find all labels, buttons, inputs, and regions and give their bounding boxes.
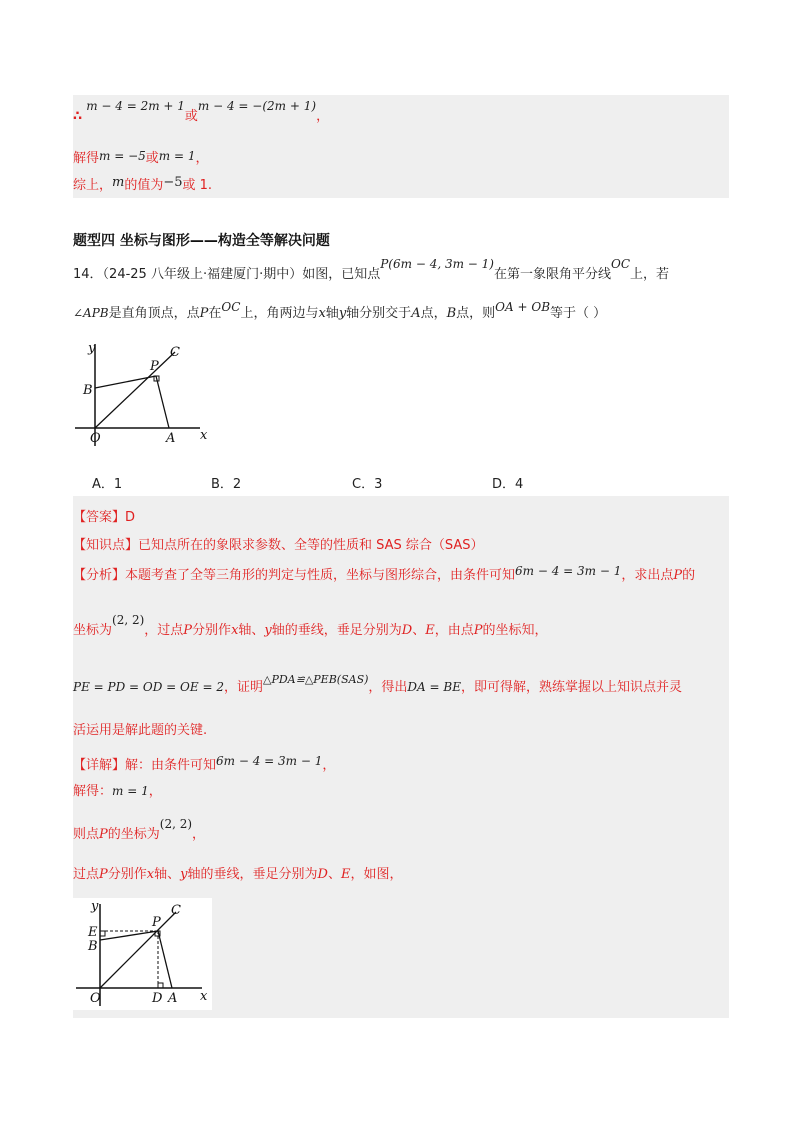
var: P [673,568,683,583]
text: 本题考查了全等三角形的判定与性质，坐标与图形综合，由条件可知 [125,568,516,583]
text: 的 [682,568,696,583]
solution-figure [72,898,212,1010]
question-figure [70,338,220,448]
detail-line-3 [73,817,206,844]
var: P [473,623,483,638]
text: 坐标为 [73,623,113,638]
text: ，由点 [434,623,474,638]
var: E [340,867,351,882]
equation: m = 1 [158,149,196,163]
text: ，即可得解，熟练掌握以上知识点并灵 [460,680,682,695]
label-x: x [200,989,208,1004]
option-a[interactable]: A．1 [92,477,123,492]
var: x [231,623,239,638]
detail-line-4 [73,866,402,884]
text: ，求出点 [621,568,674,583]
label-x: x [200,428,208,443]
text: 上，若 [630,267,670,282]
label-y: y [88,341,96,356]
sum-expression: OA + OB [495,300,551,314]
equation: m = −5 [99,149,146,163]
var: y [338,306,347,321]
text: 轴 [325,306,339,321]
answer-value: D [125,510,136,525]
text: ，得出 [368,680,408,695]
option-c[interactable]: C．3 [352,477,383,492]
congruence: △PDA≌△PEB(SAS) [262,673,369,686]
knowledge-tag: 【知识点】 [73,538,139,553]
var: P [99,827,108,842]
text: 则点 [73,827,100,842]
text: ，如图， [350,867,403,882]
text: 轴的垂线，垂足分别为 [187,867,318,882]
comma: ， [316,109,330,124]
label-b: B [88,939,98,954]
label-b: B [83,383,93,398]
var: x [318,306,326,321]
text: ，过点 [144,623,184,638]
oc-label: OC [610,257,631,271]
angle-apb: ∠APB [73,306,109,320]
analysis-tag: 【分析】 [73,568,126,583]
detail-line-2 [73,782,162,801]
analysis-line-3 [73,673,682,697]
text: 轴、 [238,623,265,638]
question-number: 14． [73,267,103,282]
equation: 6m − 4 = 3m − 1 [515,564,622,578]
text: 轴分别交于 [346,306,412,321]
text: 综上， [73,178,113,193]
text: 的坐标知， [482,623,548,638]
text: 点， [420,306,447,321]
point-expression: P(6m − 4, 3m − 1) [380,257,494,271]
segment-pb [95,376,156,388]
option-b[interactable]: B．2 [211,477,242,492]
detail-tag: 【详解】 [73,758,126,773]
label-c: C [171,903,181,918]
text: 解：由条件可知 [125,758,217,773]
coordinate: (2, 2) [112,613,145,627]
solution-line-1 [73,99,330,126]
equation: 6m − 4 = 3m − 1 [216,754,323,768]
text: 轴的垂线，垂足分别为 [271,623,402,638]
var: P [99,867,108,882]
analysis-line-1 [73,566,695,585]
question-source: （24-25 八年级上·福建厦门·期中）如图，已知点 [102,267,381,282]
text: 轴、 [154,867,181,882]
text: 点，则 [456,306,496,321]
text: 是直角顶点，点 [108,306,200,321]
equation-2: m − 4 = −(2m + 1) [197,99,317,113]
label-p: P [150,359,159,374]
knowledge-line [73,537,484,555]
text: 上，角两边与 [240,306,319,321]
var: D [317,867,328,882]
therefore-symbol: ∴ [73,109,83,124]
or-text: 或 [184,109,198,124]
text: 分别作 [107,867,147,882]
var: P [199,306,209,321]
text: 分别作 [192,623,232,638]
or-text: 或 [145,151,159,166]
text: ， [148,784,162,799]
var: P [183,623,193,638]
text: 等于（ ） [550,306,607,321]
answer-tag: 【答案】 [73,510,126,525]
label-e: E [88,925,98,940]
text: 的值为 [124,178,164,193]
oc-label: OC [221,300,241,314]
text: 、 [412,623,426,638]
text: 或 1. [182,178,213,193]
answer-line [73,509,135,527]
text: 活运用是解此题的关键. [73,723,208,738]
solution-line-3 [73,177,212,195]
equation: DA = BE [407,680,461,694]
label-a: A [168,991,178,1006]
label-p: P [152,915,161,930]
label-d: D [152,991,163,1006]
coordinate: (2, 2) [159,817,193,831]
var: y [264,623,272,638]
section-title: 题型四 坐标与图形——构造全等解决问题 [73,233,330,249]
segment-pa [158,931,172,988]
text: 过点 [73,867,100,882]
text: ，证明 [223,680,263,695]
label-o: O [90,431,101,446]
var: y [180,867,188,882]
equation: m = 1 [112,784,149,798]
detail-line-1 [73,756,335,775]
analysis-line-4 [73,722,207,740]
value: −5 [163,175,183,190]
text: 在第一象限角平分线 [493,267,611,282]
comma: ， [195,151,209,166]
label-a: A [166,431,176,446]
var: D [401,623,413,638]
var: x [146,867,155,882]
var-m: m [112,175,125,190]
text: 的坐标为 [107,827,160,842]
line-oc [100,912,176,988]
question-line-1 [73,257,670,284]
line-oc [95,352,175,428]
text: 、 [327,867,341,882]
label-y: y [91,899,99,914]
label-o: O [90,991,101,1006]
text: 解得： [73,784,113,799]
text: 解得 [73,151,100,166]
var: E [425,623,435,638]
label-c: C [170,345,180,360]
equation-1: m − 4 = 2m + 1 [86,99,185,113]
text: ， [192,827,206,842]
var: A [411,306,421,321]
knowledge-text: 已知点所在的象限求参数、全等的性质和 SAS 综合（SAS） [138,538,484,553]
solution-line-2 [73,149,209,168]
equation: PE = PD = OD = OE = 2 [73,680,224,694]
segment-pa [156,376,169,428]
var: B [446,306,457,321]
question-line-2 [73,300,607,323]
analysis-line-2 [73,613,548,640]
text: ， [322,758,336,773]
option-d[interactable]: D．4 [492,477,524,492]
text: 在 [208,306,222,321]
